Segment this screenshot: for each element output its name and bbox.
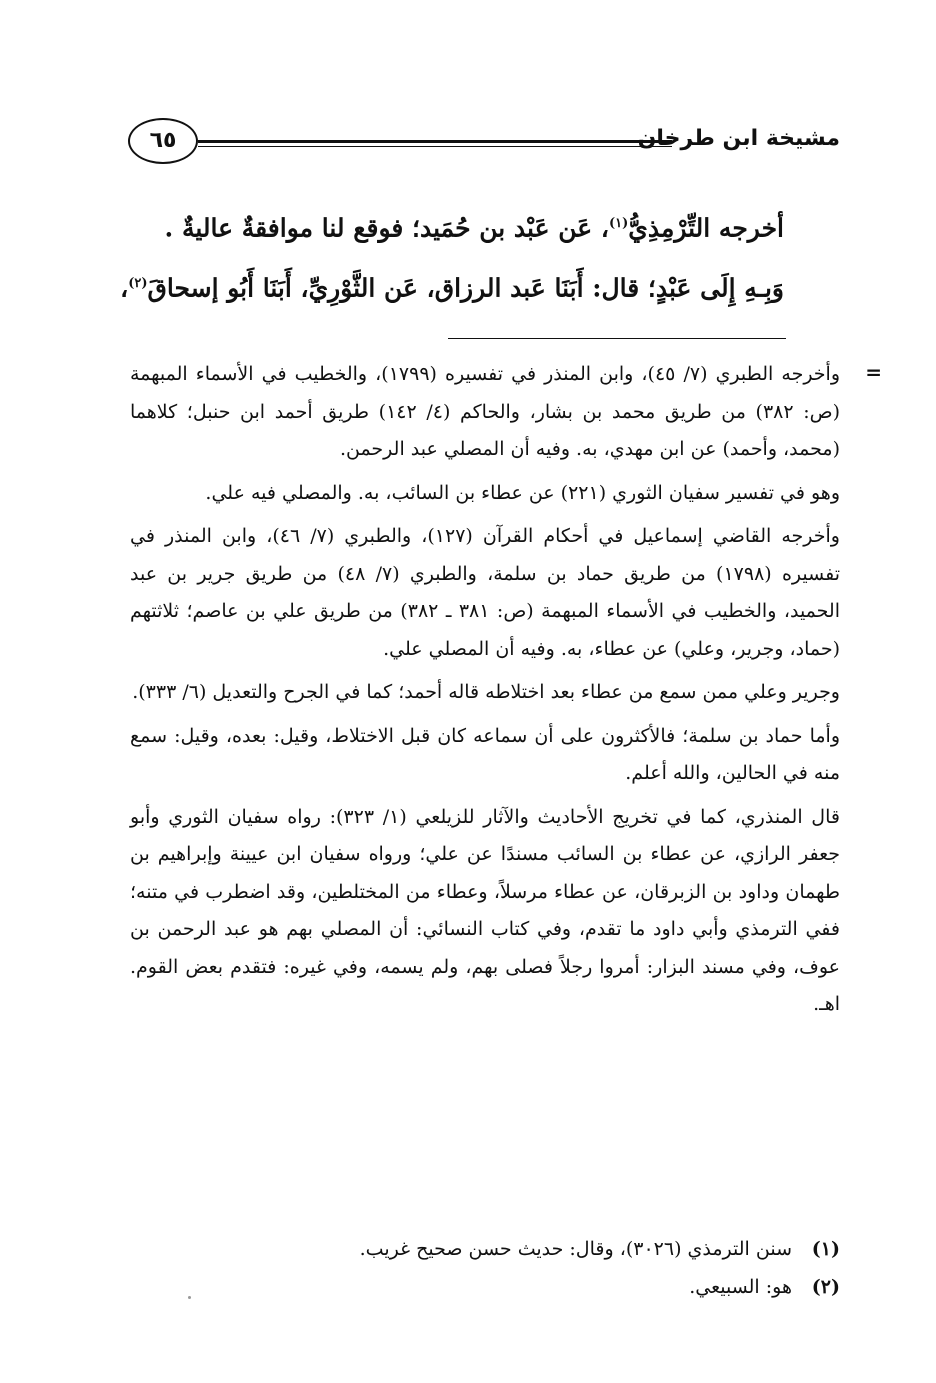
notes-block bbox=[130, 356, 882, 1030]
footnote-number: (٢) bbox=[811, 1276, 840, 1298]
footnote-1 bbox=[130, 1230, 840, 1268]
footnote-text: سنن الترمذي (٣٠٢٦)، وقال: حديث حسن صحيح غريب. bbox=[359, 1238, 792, 1260]
footnote-ref-1[interactable]: (١) bbox=[608, 216, 629, 231]
header-rule bbox=[198, 140, 672, 147]
note-paragraph: قال المنذري، كما في تخريج الأحاديث والآثار للزيلعي (١/ ٣٢٣): رواه سفيان الثوري وأبو جعفر الرازي، عن عطاء بن السائب مسندًا عن علي؛ ورواه سفيان ابن عيينة وإبراهيم بن طهمان وداود بن الزبرقان، عن عطاء مرسلاً، وعطاء من المختلطين، وقد اضطرب في متنه؛ ففي الترمذي وأبي داود ما تقدم، وفي كتاب النسائي: أن المصلي بهم هو عبد الرحمن بن عوف، وفي مسند البزار: أمروا رجلاً فصلى بهم، ولم يسمه، وفي غيره: فتقدم بعض القوم. اهـ. bbox=[130, 805, 840, 1015]
main-line-1-text-a: أخرجه التِّرْمِذِيُّ bbox=[628, 213, 784, 243]
footnote-2 bbox=[130, 1268, 840, 1306]
continuation-mark: = bbox=[865, 360, 882, 384]
main-text bbox=[110, 196, 784, 317]
page-header bbox=[128, 118, 840, 170]
footnote-ref-2[interactable]: (٢) bbox=[128, 276, 148, 292]
note-paragraph: وجرير وعلي ممن سمع من عطاء بعد اختلاطه قاله أحمد؛ كما في الجرح والتعديل (٦/ ٣٣٣). bbox=[132, 681, 840, 703]
note-paragraph: وأخرجه الطبري (٧/ ٤٥)، وابن المنذر في تفسيره (١٧٩٩)، والخطيب في الأسماء المبهمة (ص: ٣٨٢) من طريق محمد بن بشار، والحاكم (٤/ ١٤٢) طريق أحمد ابن حنبل؛ كلاهما (محمد، وأحمد) عن ابن مهدي، به. وفيه أن المصلي عبد الرحمن. bbox=[130, 363, 840, 460]
running-title: مشيخة ابن طرخان bbox=[637, 126, 840, 151]
footnote-separator bbox=[448, 338, 786, 339]
note-paragraph: وأخرجه القاضي إسماعيل في أحكام القرآن (١٢٧)، والطبري (٧/ ٤٦)، وابن المنذر في تفسيره (١٧٩٨) من طريق حماد بن سلمة، والطبري (٧/ ٤٨) من طريق جرير بن عبد الحميد، والخطيب في الأسماء المبهمة (ص: ٣٨١ ـ ٣٨٢) من طريق علي بن عاصم؛ ثلاثتهم (حماد، وجرير، وعلي) عن عطاء، به. وفيه أن المصلي علي. bbox=[130, 525, 840, 660]
footnotes bbox=[130, 1230, 840, 1306]
note-paragraph: وهو في تفسير سفيان الثوري (٢٢١) عن عطاء بن السائب، به. والمصلي فيه علي. bbox=[205, 481, 840, 504]
main-line-2-text-b: ، bbox=[120, 273, 129, 303]
note-paragraph: وأما حماد بن سلمة؛ فالأكثرون على أن سماعه كان قبل الاختلاط، وقيل: بعده، وقيل: سمع منه في الحالين، والله أعلم. bbox=[130, 724, 840, 784]
footnote-number: (١) bbox=[811, 1238, 840, 1260]
footnote-text: هو: السبيعي. bbox=[689, 1276, 792, 1298]
page-number: ٦٥ bbox=[128, 118, 198, 164]
main-line-2 bbox=[110, 256, 784, 316]
main-line-2-text-a: وَبِـهِ إِلَى عَبْدٍ؛ قال: أَبَنَا عَبد الرزاق، عَن الثَّوْرِيِّ، أَبَنَا أَبُو إسحاقَ bbox=[147, 273, 784, 303]
scan-speck bbox=[188, 1296, 191, 1299]
main-line-1-text-b: ، عَن عَبْد بن حُمَيد؛ فوقع لنا موافقةٌ عاليةٌ . bbox=[164, 213, 609, 243]
main-line-1 bbox=[110, 196, 784, 256]
